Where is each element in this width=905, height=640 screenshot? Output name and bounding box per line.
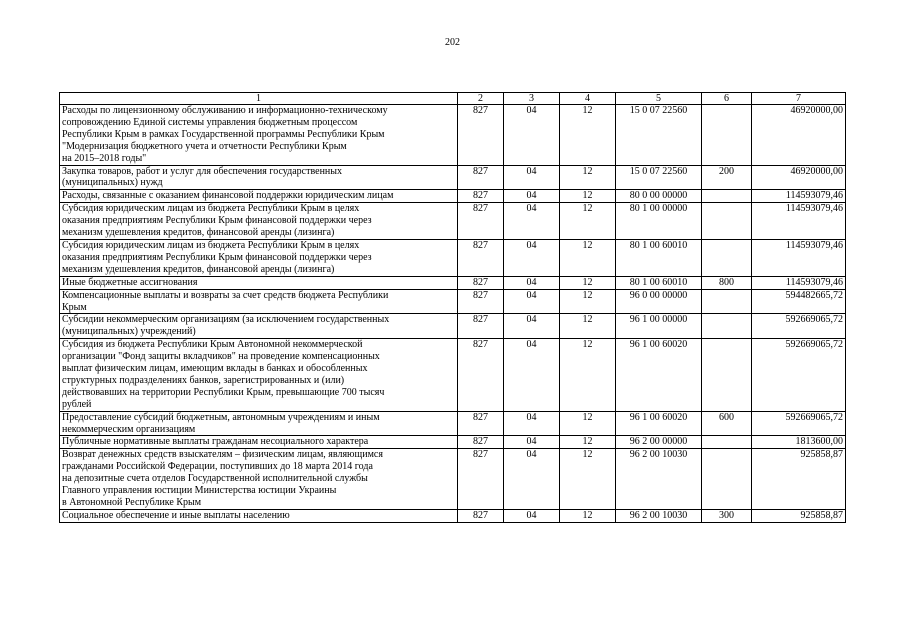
- header-row: [60, 93, 846, 105]
- row-expense-type-cell: 600: [702, 411, 752, 436]
- row-code-cell: 827: [458, 509, 504, 522]
- row-amount-cell: 592669065,72: [752, 411, 846, 436]
- row-amount-cell: 114593079,46: [752, 190, 846, 203]
- row-amount-cell: 114593079,46: [752, 239, 846, 276]
- row-subsection-cell: 12: [560, 436, 616, 449]
- table-row: [60, 289, 846, 314]
- row-code-cell: 827: [458, 449, 504, 510]
- header-cell: 3: [504, 93, 560, 105]
- row-code-cell: 827: [458, 411, 504, 436]
- row-section-cell: 04: [504, 411, 560, 436]
- row-amount-cell: 592669065,72: [752, 314, 846, 339]
- header-cell: 6: [702, 93, 752, 105]
- row-section-cell: 04: [504, 165, 560, 190]
- table-row: [60, 239, 846, 276]
- header-cell: 7: [752, 93, 846, 105]
- row-target-article-cell: 96 1 00 60020: [616, 411, 702, 436]
- row-target-article-cell: 96 2 00 10030: [616, 509, 702, 522]
- row-expense-type-cell: [702, 190, 752, 203]
- row-target-article-cell: 80 1 00 60010: [616, 276, 702, 289]
- header-cell: 2: [458, 93, 504, 105]
- row-code-cell: 827: [458, 289, 504, 314]
- row-name-cell: Публичные нормативные выплаты гражданам несоциального характера: [60, 436, 458, 449]
- row-target-article-cell: 80 0 00 00000: [616, 190, 702, 203]
- row-expense-type-cell: 200: [702, 165, 752, 190]
- row-section-cell: 04: [504, 449, 560, 510]
- row-expense-type-cell: [702, 289, 752, 314]
- row-expense-type-cell: [702, 436, 752, 449]
- table-row: [60, 165, 846, 190]
- row-amount-cell: 925858,87: [752, 449, 846, 510]
- row-subsection-cell: 12: [560, 165, 616, 190]
- table-row: [60, 436, 846, 449]
- row-name-cell: Расходы по лицензионному обслуживанию и информационно-техническому сопровождению Единой системы управления бюджетным процессом Республики Крым в рамках Государственной программы Республики Крым "Модернизация бюджетного учета и отчетности Республики Крым на 2015–2018 годы": [60, 105, 458, 166]
- row-name-cell: Компенсационные выплаты и возвраты за счет средств бюджета Республики Крым: [60, 289, 458, 314]
- table-row: [60, 203, 846, 240]
- row-expense-type-cell: [702, 339, 752, 411]
- row-section-cell: 04: [504, 436, 560, 449]
- row-section-cell: 04: [504, 203, 560, 240]
- row-name-cell: Социальное обеспечение и иные выплаты населению: [60, 509, 458, 522]
- row-subsection-cell: 12: [560, 314, 616, 339]
- row-subsection-cell: 12: [560, 339, 616, 411]
- row-name-cell: Расходы, связанные с оказанием финансовой поддержки юридическим лицам: [60, 190, 458, 203]
- row-name-cell: Субсидия из бюджета Республики Крым Автономной некоммерческой организации "Фонд защиты вкладчиков" на проведение компенсационных выплат физическим лицам, имеющим вклады в банках и обособленных структурных подразделениях банков, зарегистрированных и (или) действовавших на территории Республики Крым, превышающие 700 тысяч рублей: [60, 339, 458, 411]
- row-expense-type-cell: [702, 314, 752, 339]
- row-section-cell: 04: [504, 105, 560, 166]
- row-name-cell: Иные бюджетные ассигнования: [60, 276, 458, 289]
- row-expense-type-cell: [702, 449, 752, 510]
- row-code-cell: 827: [458, 339, 504, 411]
- row-target-article-cell: 80 1 00 60010: [616, 239, 702, 276]
- row-name-cell: Субсидия юридическим лицам из бюджета Республики Крым в целях оказания предприятиям Республики Крым финансовой поддержки через механизм удешевления кредитов, финансовой аренды (лизинга): [60, 239, 458, 276]
- row-expense-type-cell: [702, 203, 752, 240]
- row-subsection-cell: 12: [560, 105, 616, 166]
- table-row: [60, 449, 846, 510]
- header-cell: 1: [60, 93, 458, 105]
- table-row: [60, 105, 846, 166]
- row-name-cell: Возврат денежных средств взыскателям – физическим лицам, являющимся гражданами Российской Федерации, поступивших до 18 марта 2014 года на депозитные счета отделов Государственной исполнительной службы Главного управления юстиции Министерства юстиции Украины в Автономной Республике Крым: [60, 449, 458, 510]
- row-section-cell: 04: [504, 276, 560, 289]
- page-number: 202: [445, 37, 460, 48]
- row-code-cell: 827: [458, 203, 504, 240]
- row-subsection-cell: 12: [560, 276, 616, 289]
- row-target-article-cell: 96 2 00 10030: [616, 449, 702, 510]
- row-code-cell: 827: [458, 190, 504, 203]
- row-section-cell: 04: [504, 314, 560, 339]
- row-code-cell: 827: [458, 105, 504, 166]
- table-row: [60, 411, 846, 436]
- row-amount-cell: 925858,87: [752, 509, 846, 522]
- row-name-cell: Закупка товаров, работ и услуг для обеспечения государственных (муниципальных) нужд: [60, 165, 458, 190]
- row-target-article-cell: 96 1 00 00000: [616, 314, 702, 339]
- row-target-article-cell: 15 0 07 22560: [616, 165, 702, 190]
- row-subsection-cell: 12: [560, 239, 616, 276]
- row-code-cell: 827: [458, 314, 504, 339]
- row-name-cell: Субсидия юридическим лицам из бюджета Республики Крым в целях оказания предприятиям Республики Крым финансовой поддержки через механизм удешевления кредитов, финансовой аренды (лизинга): [60, 203, 458, 240]
- row-target-article-cell: 96 1 00 60020: [616, 339, 702, 411]
- row-amount-cell: 46920000,00: [752, 165, 846, 190]
- row-subsection-cell: 12: [560, 411, 616, 436]
- row-section-cell: 04: [504, 509, 560, 522]
- row-amount-cell: 1813600,00: [752, 436, 846, 449]
- row-target-article-cell: 15 0 07 22560: [616, 105, 702, 166]
- row-subsection-cell: 12: [560, 509, 616, 522]
- row-code-cell: 827: [458, 276, 504, 289]
- row-expense-type-cell: [702, 239, 752, 276]
- row-subsection-cell: 12: [560, 449, 616, 510]
- row-target-article-cell: 96 2 00 00000: [616, 436, 702, 449]
- table-body: [60, 105, 846, 523]
- row-expense-type-cell: 300: [702, 509, 752, 522]
- row-code-cell: 827: [458, 239, 504, 276]
- row-subsection-cell: 12: [560, 190, 616, 203]
- row-name-cell: Предоставление субсидий бюджетным, автономным учреждениям и иным некоммерческим организациям: [60, 411, 458, 436]
- row-subsection-cell: 12: [560, 289, 616, 314]
- row-amount-cell: 594482665,72: [752, 289, 846, 314]
- row-amount-cell: 46920000,00: [752, 105, 846, 166]
- row-amount-cell: 592669065,72: [752, 339, 846, 411]
- row-section-cell: 04: [504, 289, 560, 314]
- table-row: [60, 314, 846, 339]
- row-section-cell: 04: [504, 190, 560, 203]
- row-subsection-cell: 12: [560, 203, 616, 240]
- table-row: [60, 190, 846, 203]
- table-row: [60, 339, 846, 411]
- budget-table: [59, 92, 846, 523]
- row-code-cell: 827: [458, 165, 504, 190]
- table-row: [60, 509, 846, 522]
- row-amount-cell: 114593079,46: [752, 203, 846, 240]
- header-cell: 4: [560, 93, 616, 105]
- row-amount-cell: 114593079,46: [752, 276, 846, 289]
- row-target-article-cell: 96 0 00 00000: [616, 289, 702, 314]
- row-name-cell: Субсидии некоммерческим организациям (за исключением государственных (муниципальных) учреждений): [60, 314, 458, 339]
- row-expense-type-cell: [702, 105, 752, 166]
- row-section-cell: 04: [504, 339, 560, 411]
- row-section-cell: 04: [504, 239, 560, 276]
- row-expense-type-cell: 800: [702, 276, 752, 289]
- row-target-article-cell: 80 1 00 00000: [616, 203, 702, 240]
- table-row: [60, 276, 846, 289]
- header-cell: 5: [616, 93, 702, 105]
- row-code-cell: 827: [458, 436, 504, 449]
